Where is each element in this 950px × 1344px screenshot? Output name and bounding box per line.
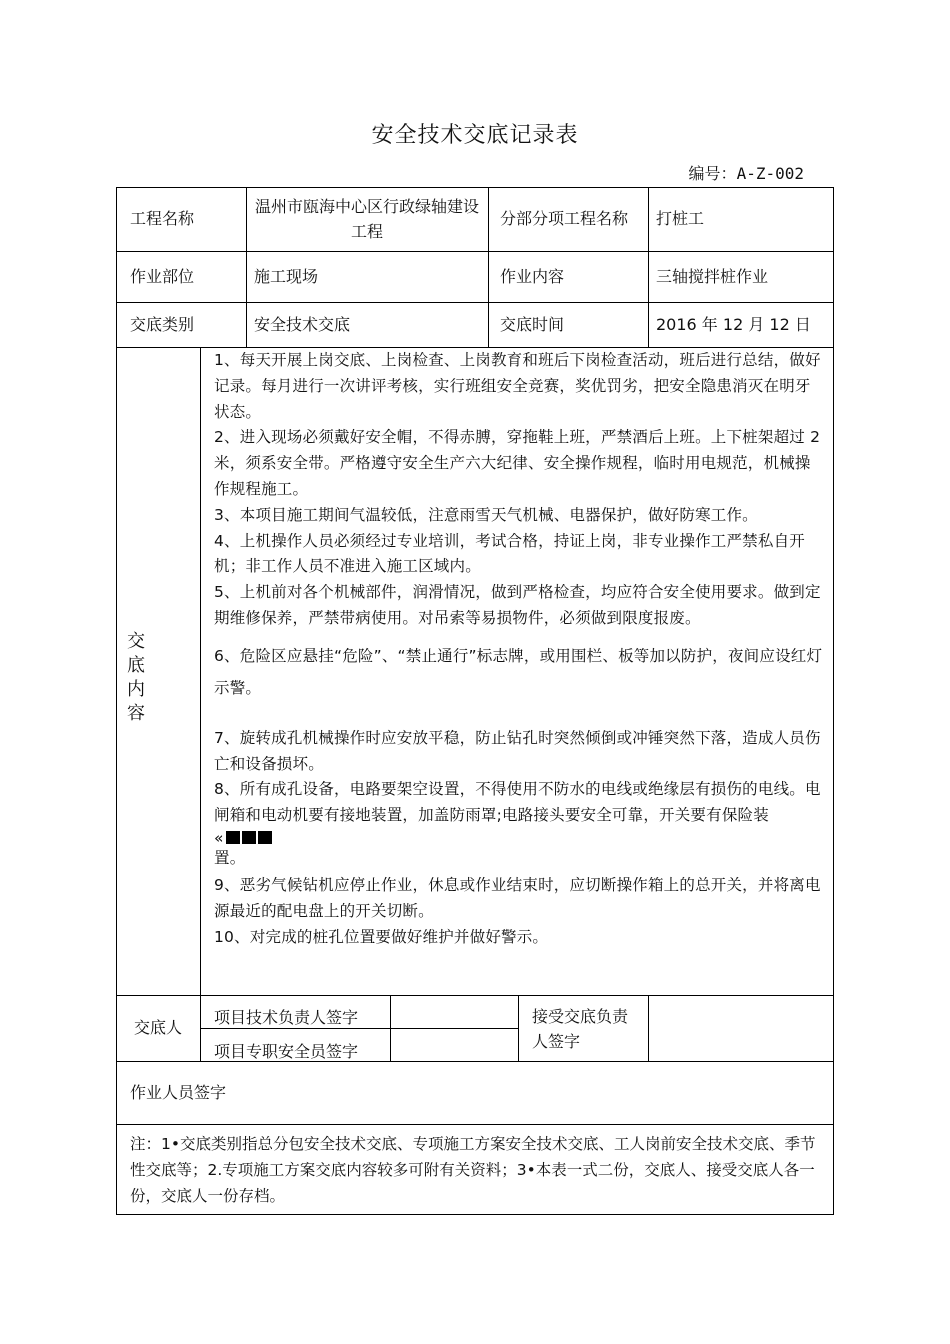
redaction-block	[242, 831, 256, 844]
work-content-value: 三轴搅拌桩作业	[656, 266, 769, 286]
column-divider	[648, 187, 649, 348]
content-item: 9、恶劣气候钻机应停止作业，休息或作业结束时，应切断操作箱上的总开关，并将离电源最近的配电盘上的开关切断。	[214, 875, 821, 920]
discloser-label: 交底人	[133, 1018, 182, 1037]
worker-sign-field[interactable]	[330, 1062, 830, 1124]
column-divider	[518, 995, 519, 1062]
content-item-mark: «	[214, 828, 224, 847]
content-section-label: 交底内容	[127, 631, 145, 724]
redaction-block	[258, 831, 272, 844]
work-location-label: 作业部位	[130, 266, 195, 286]
safety-officer-sign-field[interactable]	[391, 1029, 517, 1061]
subproject-name-value: 打桩工	[656, 209, 705, 228]
redaction-block	[226, 831, 240, 844]
work-location-value: 施工现场	[254, 266, 319, 286]
column-divider	[246, 187, 247, 348]
disclosure-type-label: 交底类别	[130, 314, 195, 334]
content-item	[214, 829, 826, 847]
document-title: 安全技术交底记录表	[371, 123, 579, 148]
column-divider	[488, 187, 489, 348]
footnote: 注：1•交底类别指总分包安全技术交底、专项施工方案安全技术交底、工人岗前安全技术交底、季节性交底等；2.专项施工方案交底内容较多可附有关资料；3•本表一式二份，交底人、接受交底人各一份，交底人一份存档。	[130, 1135, 816, 1205]
tech-lead-sign-label: 项目技术负责人签字	[214, 1008, 359, 1027]
project-name-value: 温州市瓯海中心区行政绿轴建设工程	[254, 197, 479, 241]
row-divider	[116, 1124, 833, 1125]
column-divider	[200, 347, 201, 1062]
document-number-value: A-Z-002	[736, 164, 804, 183]
content-body	[214, 348, 826, 950]
receiver-sign-field[interactable]	[649, 995, 831, 1061]
content-item: 8、所有成孔设备，电路要架空设置，不得使用不防水的电线或绝缘层有损伤的电线。电闸箱和电动机要有接地装置，加盖防雨罩;电路接头要安全可靠，开关要有保险装	[214, 780, 821, 825]
content-item: 2、进入现场必须戴好安全帽，不得赤膊，穿拖鞋上班，严禁酒后上班。上下桩架超过 2 米，须系安全带。严格遵守安全生产六大纪律、安全操作规程，临时用电规范，机械操作规程施工。	[214, 428, 821, 498]
content-item: 6、危险区应悬挂“危险”、“禁止通行”标志牌，或用围栏、板等加以防护，夜间应设红灯示警。	[214, 646, 823, 697]
disclosure-type-value: 安全技术交底	[254, 314, 351, 334]
content-item: 10、对完成的桩孔位置要做好维护并做好警示。	[214, 927, 549, 946]
safety-officer-sign-label: 项目专职安全员签字	[214, 1042, 359, 1061]
content-item: 置。	[214, 848, 246, 867]
disclosure-time-value: 2016 年 12 月 12 日	[656, 314, 811, 334]
subproject-name-label: 分部分项工程名称	[500, 209, 629, 228]
work-content-label: 作业内容	[500, 266, 565, 286]
document-number-label: 编号：	[688, 164, 737, 183]
worker-sign-label: 作业人员签字	[130, 1083, 227, 1102]
content-item: 3、本项目施工期间气温较低，注意雨雪天气机械、电器保护，做好防寒工作。	[214, 505, 758, 524]
disclosure-time-label: 交底时间	[500, 314, 565, 334]
content-item: 7、旋转成孔机械操作时应安放平稳，防止钻孔时突然倾倒或冲锤突然下落，造成人员伤亡和设备损坏。	[214, 728, 821, 773]
project-name-label: 工程名称	[130, 209, 195, 228]
tech-lead-sign-field[interactable]	[391, 995, 517, 1028]
document-number	[689, 161, 804, 184]
receiver-sign-label: 接受交底负责人签字	[532, 1007, 629, 1051]
content-item: 5、上机前对各个机械部件，润滑情况，做到严格检查，均应符合安全使用要求。做到定期维修保养，严禁带病使用。对吊索等易损物件，必须做到限度报废。	[214, 583, 821, 627]
content-item: 1、每天开展上岗交底、上岗检查、上岗教育和班后下岗检查活动，班后进行总结，做好记录。每月进行一次讲评考核，实行班组安全竞赛，奖优罚劣，把安全隐患消灭在明牙状态。	[214, 351, 821, 421]
content-item: 4、上机操作人员必须经过专业培训，考试合格，持证上岗，非专业操作工严禁私自开机；非工作人员不准进入施工区域内。	[214, 531, 805, 576]
